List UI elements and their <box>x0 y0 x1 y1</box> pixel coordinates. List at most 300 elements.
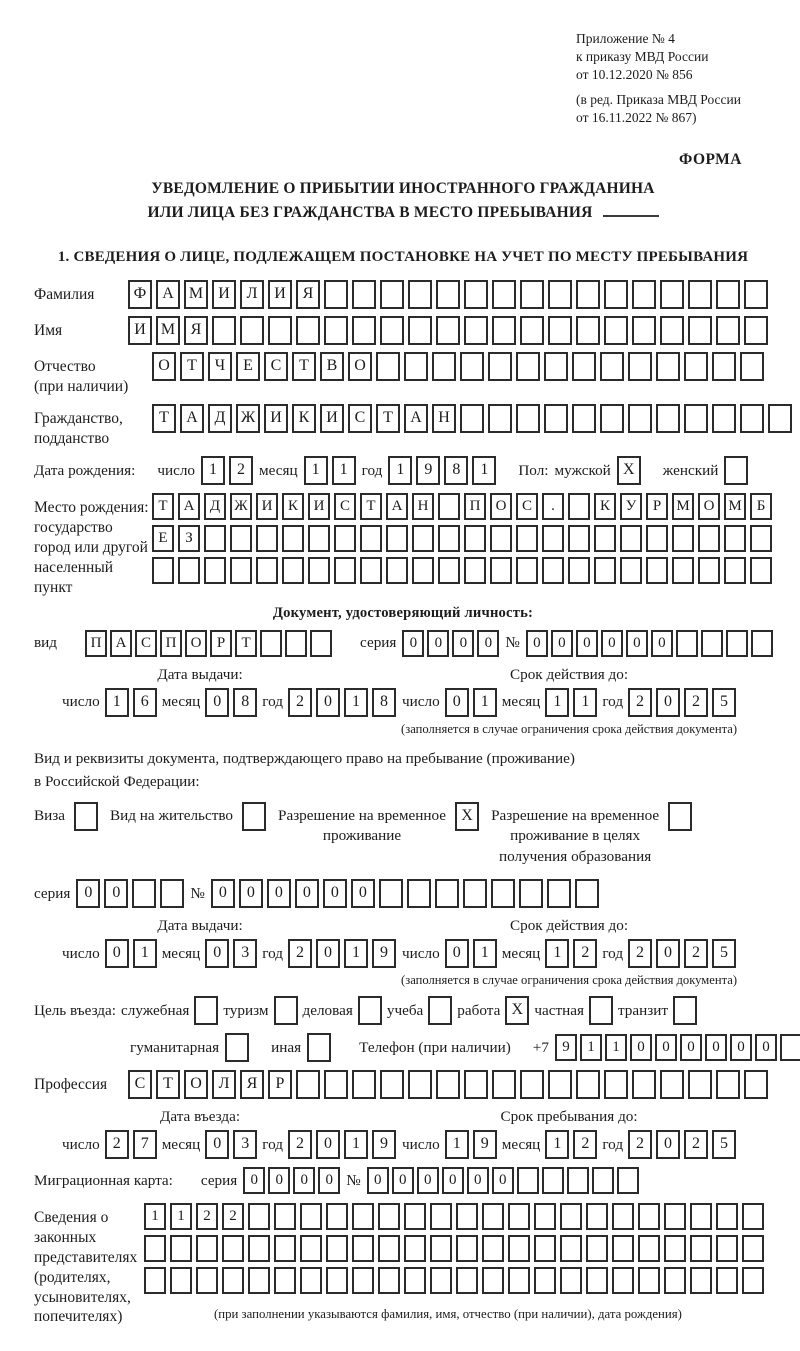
char-cell[interactable]: 2 <box>196 1203 218 1230</box>
char-cell[interactable] <box>248 1267 270 1294</box>
char-cell[interactable]: З <box>178 525 200 552</box>
char-cell[interactable] <box>464 525 486 552</box>
char-cell[interactable] <box>407 879 431 908</box>
char-cell[interactable] <box>632 280 656 309</box>
char-cell[interactable]: 0 <box>526 630 548 657</box>
char-cell[interactable]: 9 <box>372 939 396 968</box>
char-cell[interactable]: Е <box>152 525 174 552</box>
char-cell[interactable]: 0 <box>316 1130 340 1159</box>
char-cell[interactable]: 9 <box>473 1130 497 1159</box>
char-cell[interactable] <box>520 316 544 345</box>
char-cell[interactable] <box>170 1267 192 1294</box>
char-cell[interactable] <box>296 316 320 345</box>
char-cell[interactable] <box>225 1033 249 1062</box>
char-cell[interactable] <box>352 1070 376 1099</box>
char-cell[interactable]: Ж <box>236 404 260 433</box>
char-cell[interactable]: И <box>128 316 152 345</box>
char-cell[interactable] <box>740 352 764 381</box>
char-cell[interactable]: Я <box>184 316 208 345</box>
char-cell[interactable] <box>660 280 684 309</box>
char-cell[interactable] <box>548 316 572 345</box>
char-cell[interactable] <box>482 1235 504 1262</box>
char-cell[interactable]: 0 <box>656 1130 680 1159</box>
char-cell[interactable] <box>308 525 330 552</box>
char-cell[interactable] <box>274 1267 296 1294</box>
char-cell[interactable]: О <box>490 493 512 520</box>
char-cell[interactable]: 3 <box>233 1130 257 1159</box>
char-cell[interactable] <box>668 802 692 831</box>
char-cell[interactable]: П <box>464 493 486 520</box>
char-cell[interactable] <box>508 1235 530 1262</box>
char-cell[interactable]: Ч <box>208 352 232 381</box>
char-cell[interactable] <box>744 316 768 345</box>
char-cell[interactable] <box>780 1034 800 1061</box>
char-cell[interactable] <box>464 557 486 584</box>
char-cell[interactable] <box>751 630 773 657</box>
char-cell[interactable] <box>492 280 516 309</box>
char-cell[interactable]: Р <box>210 630 232 657</box>
char-cell[interactable] <box>404 1235 426 1262</box>
char-cell[interactable]: 9 <box>372 1130 396 1159</box>
char-cell[interactable]: 2 <box>684 688 708 717</box>
char-cell[interactable]: А <box>180 404 204 433</box>
char-cell[interactable] <box>282 525 304 552</box>
char-cell[interactable] <box>256 557 278 584</box>
char-cell[interactable]: 1 <box>344 688 368 717</box>
char-cell[interactable]: 0 <box>651 630 673 657</box>
char-cell[interactable]: С <box>128 1070 152 1099</box>
char-cell[interactable]: 0 <box>417 1167 439 1194</box>
char-cell[interactable]: Я <box>240 1070 264 1099</box>
char-cell[interactable]: 2 <box>288 1130 312 1159</box>
char-cell[interactable]: 1 <box>473 688 497 717</box>
char-cell[interactable]: Т <box>156 1070 180 1099</box>
char-cell[interactable] <box>352 1203 374 1230</box>
char-cell[interactable] <box>324 1070 348 1099</box>
char-cell[interactable]: 1 <box>472 456 496 485</box>
char-cell[interactable] <box>560 1203 582 1230</box>
char-cell[interactable]: 1 <box>605 1034 627 1061</box>
char-cell[interactable] <box>547 879 571 908</box>
char-cell[interactable]: Б <box>750 493 772 520</box>
char-cell[interactable]: 0 <box>316 939 340 968</box>
char-cell[interactable]: 0 <box>239 879 263 908</box>
char-cell[interactable] <box>240 316 264 345</box>
char-cell[interactable] <box>464 1070 488 1099</box>
char-cell[interactable] <box>567 1167 589 1194</box>
char-cell[interactable] <box>380 280 404 309</box>
char-cell[interactable]: 8 <box>233 688 257 717</box>
char-cell[interactable] <box>586 1267 608 1294</box>
char-cell[interactable] <box>404 352 428 381</box>
char-cell[interactable] <box>508 1267 530 1294</box>
char-cell[interactable] <box>604 280 628 309</box>
char-cell[interactable] <box>282 557 304 584</box>
char-cell[interactable]: Д <box>208 404 232 433</box>
char-cell[interactable]: О <box>185 630 207 657</box>
char-cell[interactable] <box>520 1070 544 1099</box>
char-cell[interactable] <box>132 879 156 908</box>
char-cell[interactable] <box>600 352 624 381</box>
char-cell[interactable] <box>612 1235 634 1262</box>
char-cell[interactable]: Л <box>240 280 264 309</box>
char-cell[interactable] <box>222 1267 244 1294</box>
char-cell[interactable] <box>576 1070 600 1099</box>
char-cell[interactable] <box>308 557 330 584</box>
char-cell[interactable]: 5 <box>712 688 736 717</box>
char-cell[interactable]: X <box>455 802 479 831</box>
char-cell[interactable]: 3 <box>233 939 257 968</box>
char-cell[interactable] <box>196 1267 218 1294</box>
char-cell[interactable] <box>724 557 746 584</box>
char-cell[interactable] <box>352 1267 374 1294</box>
char-cell[interactable] <box>676 630 698 657</box>
char-cell[interactable] <box>274 1235 296 1262</box>
char-cell[interactable]: 2 <box>628 688 652 717</box>
char-cell[interactable] <box>248 1203 270 1230</box>
char-cell[interactable]: 0 <box>367 1167 389 1194</box>
char-cell[interactable] <box>534 1203 556 1230</box>
char-cell[interactable]: И <box>320 404 344 433</box>
char-cell[interactable] <box>716 1203 738 1230</box>
char-cell[interactable] <box>716 1235 738 1262</box>
char-cell[interactable]: Я <box>296 280 320 309</box>
char-cell[interactable]: 2 <box>628 1130 652 1159</box>
char-cell[interactable]: И <box>308 493 330 520</box>
char-cell[interactable] <box>408 1070 432 1099</box>
char-cell[interactable]: 8 <box>372 688 396 717</box>
char-cell[interactable] <box>408 316 432 345</box>
char-cell[interactable]: 0 <box>452 630 474 657</box>
char-cell[interactable] <box>326 1267 348 1294</box>
char-cell[interactable]: . <box>542 493 564 520</box>
char-cell[interactable]: 2 <box>684 1130 708 1159</box>
char-cell[interactable] <box>638 1235 660 1262</box>
char-cell[interactable] <box>412 557 434 584</box>
char-cell[interactable] <box>716 316 740 345</box>
char-cell[interactable] <box>436 1070 460 1099</box>
char-cell[interactable] <box>436 316 460 345</box>
char-cell[interactable]: Т <box>152 404 176 433</box>
char-cell[interactable] <box>230 525 252 552</box>
char-cell[interactable]: 0 <box>467 1167 489 1194</box>
char-cell[interactable]: 6 <box>133 688 157 717</box>
char-cell[interactable]: 0 <box>351 879 375 908</box>
char-cell[interactable] <box>586 1203 608 1230</box>
char-cell[interactable] <box>438 525 460 552</box>
char-cell[interactable]: О <box>184 1070 208 1099</box>
char-cell[interactable] <box>628 404 652 433</box>
char-cell[interactable] <box>568 557 590 584</box>
char-cell[interactable] <box>542 557 564 584</box>
char-cell[interactable]: 0 <box>205 939 229 968</box>
char-cell[interactable] <box>300 1267 322 1294</box>
char-cell[interactable]: Т <box>292 352 316 381</box>
char-cell[interactable] <box>712 404 736 433</box>
char-cell[interactable] <box>664 1267 686 1294</box>
char-cell[interactable] <box>604 316 628 345</box>
char-cell[interactable]: 0 <box>730 1034 752 1061</box>
char-cell[interactable]: Н <box>432 404 456 433</box>
char-cell[interactable] <box>490 557 512 584</box>
char-cell[interactable]: М <box>724 493 746 520</box>
char-cell[interactable]: С <box>334 493 356 520</box>
char-cell[interactable] <box>712 352 736 381</box>
char-cell[interactable] <box>170 1235 192 1262</box>
char-cell[interactable]: М <box>156 316 180 345</box>
char-cell[interactable]: 0 <box>205 1130 229 1159</box>
char-cell[interactable] <box>560 1235 582 1262</box>
char-cell[interactable] <box>519 879 543 908</box>
char-cell[interactable]: 0 <box>705 1034 727 1061</box>
char-cell[interactable] <box>74 802 98 831</box>
char-cell[interactable] <box>516 525 538 552</box>
char-cell[interactable]: 0 <box>680 1034 702 1061</box>
char-cell[interactable] <box>324 316 348 345</box>
char-cell[interactable] <box>379 879 403 908</box>
char-cell[interactable]: 0 <box>656 688 680 717</box>
char-cell[interactable]: Л <box>212 1070 236 1099</box>
char-cell[interactable]: М <box>672 493 694 520</box>
char-cell[interactable]: П <box>160 630 182 657</box>
char-cell[interactable] <box>638 1267 660 1294</box>
char-cell[interactable] <box>742 1203 764 1230</box>
char-cell[interactable] <box>380 316 404 345</box>
char-cell[interactable] <box>568 525 590 552</box>
char-cell[interactable]: К <box>292 404 316 433</box>
char-cell[interactable]: Т <box>235 630 257 657</box>
char-cell[interactable]: 0 <box>492 1167 514 1194</box>
char-cell[interactable]: 0 <box>104 879 128 908</box>
char-cell[interactable] <box>460 352 484 381</box>
char-cell[interactable] <box>408 280 432 309</box>
char-cell[interactable] <box>386 525 408 552</box>
char-cell[interactable] <box>178 557 200 584</box>
char-cell[interactable]: И <box>212 280 236 309</box>
char-cell[interactable]: 0 <box>655 1034 677 1061</box>
char-cell[interactable] <box>548 1070 572 1099</box>
char-cell[interactable] <box>690 1235 712 1262</box>
char-cell[interactable]: Р <box>646 493 668 520</box>
char-cell[interactable]: А <box>178 493 200 520</box>
char-cell[interactable]: 0 <box>76 879 100 908</box>
char-cell[interactable] <box>534 1267 556 1294</box>
char-cell[interactable] <box>242 802 266 831</box>
char-cell[interactable] <box>664 1235 686 1262</box>
char-cell[interactable] <box>430 1267 452 1294</box>
char-cell[interactable]: О <box>348 352 372 381</box>
char-cell[interactable] <box>212 316 236 345</box>
char-cell[interactable] <box>604 1070 628 1099</box>
char-cell[interactable] <box>326 1203 348 1230</box>
char-cell[interactable]: И <box>264 404 288 433</box>
char-cell[interactable]: 0 <box>205 688 229 717</box>
char-cell[interactable] <box>460 404 484 433</box>
char-cell[interactable] <box>572 352 596 381</box>
char-cell[interactable] <box>688 280 712 309</box>
char-cell[interactable] <box>204 557 226 584</box>
char-cell[interactable]: Ж <box>230 493 252 520</box>
char-cell[interactable]: 2 <box>684 939 708 968</box>
char-cell[interactable]: X <box>505 996 529 1025</box>
char-cell[interactable]: 0 <box>656 939 680 968</box>
char-cell[interactable] <box>632 1070 656 1099</box>
char-cell[interactable] <box>412 525 434 552</box>
char-cell[interactable]: К <box>594 493 616 520</box>
char-cell[interactable]: 0 <box>323 879 347 908</box>
char-cell[interactable] <box>742 1267 764 1294</box>
char-cell[interactable] <box>542 1167 564 1194</box>
char-cell[interactable]: И <box>268 280 292 309</box>
char-cell[interactable] <box>617 1167 639 1194</box>
char-cell[interactable] <box>334 557 356 584</box>
char-cell[interactable] <box>560 1267 582 1294</box>
char-cell[interactable] <box>296 1070 320 1099</box>
char-cell[interactable]: Д <box>204 493 226 520</box>
char-cell[interactable] <box>456 1203 478 1230</box>
char-cell[interactable]: 1 <box>144 1203 166 1230</box>
char-cell[interactable]: 1 <box>133 939 157 968</box>
char-cell[interactable] <box>534 1235 556 1262</box>
char-cell[interactable]: 0 <box>477 630 499 657</box>
char-cell[interactable] <box>378 1235 400 1262</box>
char-cell[interactable] <box>492 316 516 345</box>
char-cell[interactable] <box>660 316 684 345</box>
char-cell[interactable]: 0 <box>630 1034 652 1061</box>
char-cell[interactable] <box>352 1235 374 1262</box>
char-cell[interactable]: Р <box>268 1070 292 1099</box>
char-cell[interactable]: 1 <box>445 1130 469 1159</box>
char-cell[interactable] <box>724 525 746 552</box>
char-cell[interactable]: 0 <box>268 1167 290 1194</box>
char-cell[interactable]: 9 <box>416 456 440 485</box>
char-cell[interactable] <box>352 316 376 345</box>
char-cell[interactable]: Т <box>152 493 174 520</box>
char-cell[interactable] <box>488 404 512 433</box>
char-cell[interactable] <box>491 879 515 908</box>
char-cell[interactable]: 2 <box>222 1203 244 1230</box>
char-cell[interactable]: 2 <box>573 939 597 968</box>
char-cell[interactable]: 1 <box>545 1130 569 1159</box>
char-cell[interactable]: 1 <box>344 939 368 968</box>
char-cell[interactable]: 1 <box>473 939 497 968</box>
char-cell[interactable] <box>482 1203 504 1230</box>
char-cell[interactable] <box>744 1070 768 1099</box>
char-cell[interactable] <box>542 525 564 552</box>
char-cell[interactable]: 2 <box>288 939 312 968</box>
char-cell[interactable] <box>664 1203 686 1230</box>
char-cell[interactable]: К <box>282 493 304 520</box>
char-cell[interactable]: И <box>256 493 278 520</box>
char-cell[interactable] <box>488 352 512 381</box>
char-cell[interactable] <box>594 525 616 552</box>
char-cell[interactable] <box>698 557 720 584</box>
char-cell[interactable]: А <box>386 493 408 520</box>
char-cell[interactable] <box>285 630 307 657</box>
char-cell[interactable] <box>620 525 642 552</box>
char-cell[interactable] <box>310 630 332 657</box>
char-cell[interactable]: 2 <box>229 456 253 485</box>
char-cell[interactable] <box>482 1267 504 1294</box>
char-cell[interactable] <box>672 557 694 584</box>
char-cell[interactable] <box>638 1203 660 1230</box>
char-cell[interactable] <box>492 1070 516 1099</box>
char-cell[interactable] <box>380 1070 404 1099</box>
char-cell[interactable]: 1 <box>545 939 569 968</box>
char-cell[interactable]: П <box>85 630 107 657</box>
char-cell[interactable] <box>268 316 292 345</box>
char-cell[interactable] <box>698 525 720 552</box>
char-cell[interactable] <box>300 1235 322 1262</box>
char-cell[interactable]: 1 <box>201 456 225 485</box>
char-cell[interactable] <box>660 1070 684 1099</box>
char-cell[interactable] <box>690 1267 712 1294</box>
char-cell[interactable] <box>750 525 772 552</box>
char-cell[interactable]: 1 <box>170 1203 192 1230</box>
char-cell[interactable] <box>576 280 600 309</box>
char-cell[interactable] <box>438 557 460 584</box>
char-cell[interactable] <box>656 352 680 381</box>
char-cell[interactable]: Т <box>180 352 204 381</box>
char-cell[interactable]: 0 <box>601 630 623 657</box>
char-cell[interactable] <box>740 404 764 433</box>
char-cell[interactable]: М <box>184 280 208 309</box>
char-cell[interactable]: 1 <box>388 456 412 485</box>
char-cell[interactable] <box>430 1203 452 1230</box>
char-cell[interactable]: Ф <box>128 280 152 309</box>
char-cell[interactable] <box>456 1267 478 1294</box>
char-cell[interactable]: С <box>348 404 372 433</box>
char-cell[interactable]: А <box>110 630 132 657</box>
char-cell[interactable] <box>196 1235 218 1262</box>
char-cell[interactable] <box>300 1203 322 1230</box>
char-cell[interactable]: У <box>620 493 642 520</box>
char-cell[interactable] <box>516 404 540 433</box>
char-cell[interactable]: X <box>617 456 641 485</box>
char-cell[interactable] <box>688 1070 712 1099</box>
char-cell[interactable]: 8 <box>444 456 468 485</box>
char-cell[interactable]: 1 <box>105 688 129 717</box>
char-cell[interactable] <box>358 996 382 1025</box>
char-cell[interactable] <box>726 630 748 657</box>
char-cell[interactable]: 2 <box>288 688 312 717</box>
char-cell[interactable] <box>656 404 680 433</box>
char-cell[interactable] <box>768 404 792 433</box>
char-cell[interactable]: О <box>152 352 176 381</box>
char-cell[interactable] <box>307 1033 331 1062</box>
char-cell[interactable] <box>386 557 408 584</box>
char-cell[interactable] <box>352 280 376 309</box>
char-cell[interactable] <box>744 280 768 309</box>
char-cell[interactable]: 2 <box>628 939 652 968</box>
char-cell[interactable] <box>516 557 538 584</box>
char-cell[interactable] <box>404 1203 426 1230</box>
char-cell[interactable]: 1 <box>332 456 356 485</box>
char-cell[interactable] <box>612 1267 634 1294</box>
char-cell[interactable] <box>435 879 459 908</box>
char-cell[interactable] <box>690 1203 712 1230</box>
char-cell[interactable] <box>612 1203 634 1230</box>
char-cell[interactable] <box>701 630 723 657</box>
char-cell[interactable]: 9 <box>555 1034 577 1061</box>
char-cell[interactable] <box>230 557 252 584</box>
char-cell[interactable]: 0 <box>318 1167 340 1194</box>
char-cell[interactable]: 0 <box>445 939 469 968</box>
char-cell[interactable] <box>160 879 184 908</box>
char-cell[interactable]: 0 <box>755 1034 777 1061</box>
char-cell[interactable] <box>464 316 488 345</box>
char-cell[interactable] <box>516 352 540 381</box>
